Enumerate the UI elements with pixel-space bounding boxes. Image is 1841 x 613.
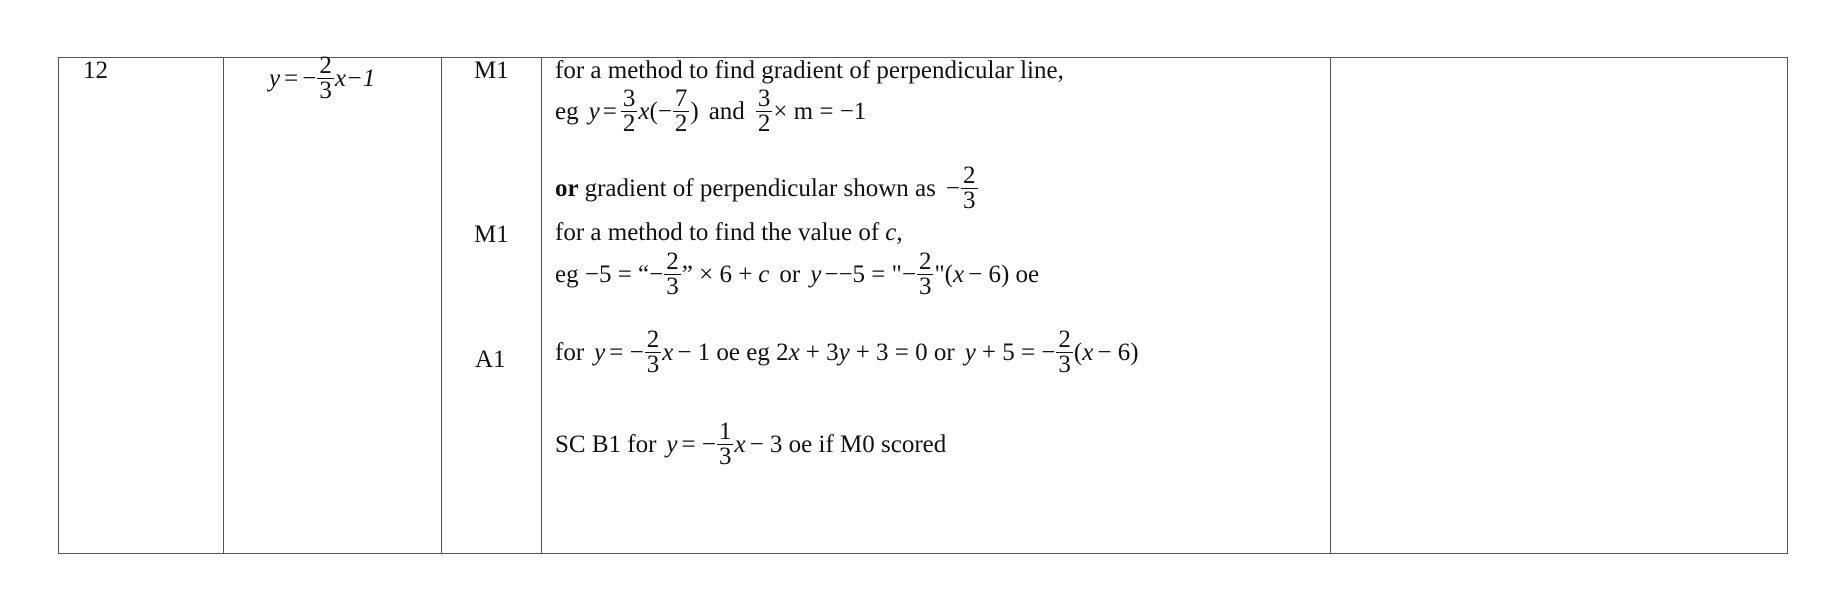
- end-text: − 6): [1097, 338, 1139, 366]
- eq-text: = −: [681, 430, 716, 458]
- column-divider: [223, 58, 224, 553]
- times-m: × m = −1: [773, 97, 867, 125]
- denominator: 3: [666, 273, 679, 300]
- mark-label: M1: [474, 57, 509, 84]
- numerator: 7: [674, 85, 688, 112]
- note-text: for a method to find the value of: [555, 219, 880, 246]
- denominator: 2: [757, 110, 771, 137]
- open-paren: (: [1073, 338, 1083, 366]
- var-x: x: [1082, 338, 1094, 366]
- fraction: [756, 87, 773, 136]
- open-paren: (−: [649, 97, 672, 125]
- post-text: − 3 oe if M0 scored: [749, 430, 947, 458]
- answer-cell: [269, 54, 375, 103]
- eg-text: eg −5 = “−: [555, 260, 664, 288]
- eg-label: eg: [555, 97, 579, 125]
- fraction: [645, 328, 662, 377]
- paren-text: "(: [934, 260, 953, 288]
- note-formula-row: [555, 250, 1039, 299]
- denominator: 3: [646, 351, 660, 378]
- mark-scheme-table: [58, 52, 1788, 554]
- var-x: x: [734, 430, 746, 458]
- var-x: x: [788, 338, 800, 366]
- note-formula-row: [555, 420, 946, 469]
- mark-label: M1: [474, 221, 509, 248]
- denominator: 2: [674, 110, 688, 137]
- denominator: 3: [963, 187, 976, 214]
- question-number: 12: [83, 57, 108, 84]
- and-text: and: [708, 97, 745, 125]
- var-y: y: [666, 430, 678, 458]
- eq-text: = −: [609, 338, 644, 366]
- numerator: 1: [718, 418, 732, 445]
- close-paren: ): [690, 97, 699, 125]
- mark-label: A1: [475, 346, 506, 373]
- tail-text: − 6) oe: [968, 260, 1040, 288]
- fraction: [1056, 328, 1073, 377]
- var-x: x: [662, 338, 674, 366]
- numerator: 3: [757, 85, 771, 112]
- denominator: 3: [718, 443, 732, 470]
- answer-lhs: y: [269, 64, 281, 92]
- numerator: 2: [666, 248, 679, 275]
- numerator: 2: [918, 248, 932, 275]
- var-x: x: [952, 260, 965, 288]
- or-label: or: [555, 174, 579, 202]
- answer-rest: x−1: [334, 64, 376, 92]
- var-y: y: [964, 338, 976, 366]
- sc-text: SC B1 for: [555, 430, 657, 458]
- notes-cell: [555, 58, 1325, 553]
- mid-text: ” × 6 +: [681, 260, 753, 288]
- comma: ,: [896, 219, 903, 246]
- note-text: for a method to find gradient of perpendicular line,: [555, 57, 1064, 84]
- var-y: y: [810, 260, 822, 288]
- column-divider: [541, 58, 542, 553]
- fraction: [917, 250, 934, 299]
- var-c: c: [885, 219, 897, 246]
- numerator: 3: [622, 85, 636, 112]
- denominator: 2: [622, 110, 636, 137]
- numerator: 2: [963, 162, 976, 189]
- answer-denominator: 3: [319, 77, 332, 104]
- answer-sign: −: [302, 64, 317, 92]
- plus-text: + 3: [805, 338, 839, 366]
- var-c: c: [758, 260, 770, 288]
- or-text: or: [779, 260, 801, 288]
- neg-sign: −: [945, 174, 960, 202]
- for-text: for: [555, 338, 585, 366]
- var-x: x: [638, 97, 650, 125]
- eq0-text: + 3 = 0 or: [855, 338, 955, 366]
- var-y: y: [588, 97, 600, 125]
- column-divider: [1330, 58, 1331, 553]
- note-text-row: [555, 219, 903, 247]
- denominator: 3: [918, 273, 932, 300]
- numerator: 2: [1058, 326, 1071, 353]
- note-formula-row: [555, 87, 866, 136]
- answer-fraction: [317, 54, 334, 103]
- numerator: 2: [646, 326, 660, 353]
- answer-numerator: 2: [319, 52, 332, 79]
- answer-eq: =: [284, 64, 299, 92]
- fraction: [673, 87, 690, 136]
- minus-text: −−5 = "−: [824, 260, 916, 288]
- note-or-row: [555, 164, 979, 213]
- fraction: [621, 87, 638, 136]
- fraction: [961, 164, 978, 213]
- note-text: gradient of perpendicular shown as: [584, 174, 936, 202]
- after-text: − 1 oe eg 2: [677, 338, 789, 366]
- var-y: y: [838, 338, 850, 366]
- fraction: [664, 250, 681, 299]
- eq-sign: =: [602, 97, 617, 125]
- var-y: y: [594, 338, 606, 366]
- plus5-text: + 5 = −: [981, 338, 1056, 366]
- note-formula-row: [555, 328, 1139, 377]
- column-divider: [441, 58, 442, 553]
- fraction: [717, 420, 734, 469]
- denominator: 3: [1058, 351, 1071, 378]
